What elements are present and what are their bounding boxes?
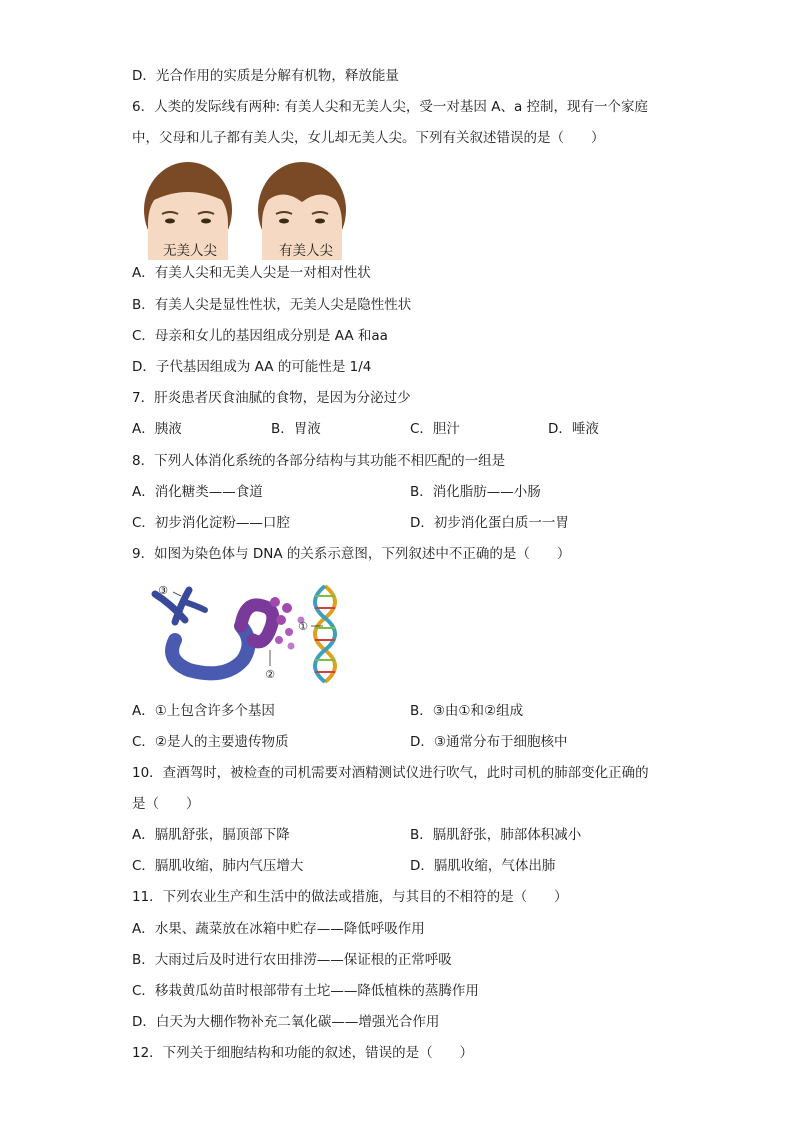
q9-option-c: C．②是人的主要遗传物质 xyxy=(132,734,289,750)
figure-label-1: ① xyxy=(298,620,308,633)
caption-no-widows-peak: 无美人尖 xyxy=(163,243,217,259)
q6-option-d: D．子代基因组成为 AA 的可能性是 1/4 xyxy=(132,359,372,375)
caption-widows-peak: 有美人尖 xyxy=(279,243,333,259)
q6-option-b: B．有美人尖是显性性状，无美人尖是隐性性状 xyxy=(132,297,412,313)
q6-stem-line2: 中，父母和儿子都有美人尖，女儿却无美人尖。下列有关叙述错误的是（ ） xyxy=(132,130,605,146)
q8-stem: 8．下列人体消化系统的各部分结构与其功能不相匹配的一组是 xyxy=(132,453,506,469)
dna-helix-icon xyxy=(315,586,335,682)
q11-option-c: C．移栽黄瓜幼苗时根部带有土坨——降低植株的蒸腾作用 xyxy=(132,983,479,999)
q10-stem-line1: 10．查酒驾时，被检查的司机需要对酒精测试仪进行吹气，此时司机的肺部变化正确的 xyxy=(132,765,649,781)
q11-option-b: B．大雨过后及时进行农田排涝——保证根的正常呼吸 xyxy=(132,952,452,968)
q7-option-d: D．唾液 xyxy=(548,421,599,437)
q6-option-c: C．母亲和女儿的基因组成分别是 AA 和aa xyxy=(132,328,388,344)
q6-stem-line1: 6．人类的发际线有两种: 有美人尖和无美人尖，受一对基因 A、a 控制，现有一个家庭 xyxy=(132,99,649,115)
q8-option-a: A．消化糖类——食道 xyxy=(132,484,263,500)
q11-option-d: D．白天为大棚作物补充二氧化碳——增强光合作用 xyxy=(132,1014,440,1030)
q9-option-d: D．③通常分布于细胞核中 xyxy=(410,734,568,750)
figure-label-3: ③ xyxy=(158,584,168,597)
chromosome-illustration xyxy=(145,580,360,685)
q6-option-a: A．有美人尖和无美人尖是一对相对性状 xyxy=(132,265,371,281)
q11-stem: 11．下列农业生产和生活中的做法或措施，与其目的不相符的是（ ） xyxy=(132,889,568,905)
q7-stem: 7．肝炎患者厌食油腻的食物，是因为分泌过少 xyxy=(132,390,411,406)
q8-option-b: B．消化脂肪——小肠 xyxy=(410,484,541,500)
q8-option-d: D．初步消化蛋白质一一胃 xyxy=(410,515,569,531)
q10-option-d: D．膈肌收缩，气体出肺 xyxy=(410,858,556,874)
coiled-chromatin xyxy=(172,597,304,673)
q9-option-a: A．①上包含许多个基因 xyxy=(132,703,275,719)
q10-option-b: B．膈肌舒张，肺部体积减小 xyxy=(410,827,582,843)
q7-option-a: A．胰液 xyxy=(132,421,182,437)
q10-option-c: C．膈肌收缩，肺内气压增大 xyxy=(132,858,304,874)
q12-stem: 12．下列关于细胞结构和功能的叙述，错误的是（ ） xyxy=(132,1045,474,1061)
q7-option-c: C．胆汁 xyxy=(410,421,460,437)
figure-label-2: ② xyxy=(265,668,275,681)
q8-option-c: C．初步消化淀粉——口腔 xyxy=(132,515,290,531)
q5-option-d: D．光合作用的实质是分解有机物，释放能量 xyxy=(132,68,399,84)
q9-stem: 9．如图为染色体与 DNA 的关系示意图，下列叙述中不正确的是（ ） xyxy=(132,546,571,562)
q11-option-a: A．水果、蔬菜放在冰箱中贮存——降低呼吸作用 xyxy=(132,921,425,937)
q10-option-a: A．膈肌舒张，膈顶部下降 xyxy=(132,827,290,843)
q10-stem-line2: 是（ ） xyxy=(132,796,200,812)
chromosome-dna-figure xyxy=(145,580,360,685)
q9-option-b: B．③由①和②组成 xyxy=(410,703,524,719)
q7-option-b: B．胃液 xyxy=(271,421,321,437)
